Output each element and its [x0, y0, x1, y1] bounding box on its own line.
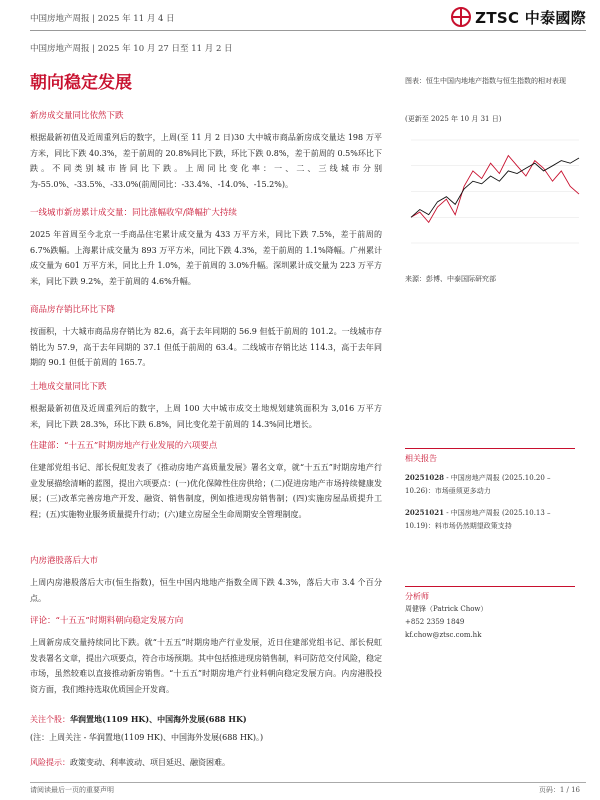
focus-value: 华润置地(1109 HK)、中国海外发展(688 HK) — [70, 714, 247, 724]
focus-stocks — [30, 712, 382, 745]
related-report-title: - 中国房地产周报 (2025.10.13 – 10.19)：料市场仍然期望政策支持 — [405, 509, 551, 530]
risk-warning — [30, 755, 382, 771]
chart-update-note: (更新至 2025 年 10 月 31 日) — [405, 115, 502, 123]
analyst-info — [405, 586, 575, 642]
related-title: 相关报告 — [405, 454, 437, 463]
section-body: 按面积，十大城市商品房存销比为 82.6，高于去年同期的 56.9 但低于前周的 101.2。一线城市存销比为 57.9，高于去年同期的 37.1 但低于前周的 63.4。二线城市存销比达 114.3，高于去年同期的 90.1 但低于前周的 165.7。 — [30, 327, 382, 368]
section-body: 根据最新初值及近周重列后的数字，上周 100 大中城市成交土地规划建筑面积为 3,016 万平方米，同比下跌 28.3%，环比下跌 6.8%，同比变化差于前周的 14.3%同比增长。 — [30, 404, 382, 429]
section-5 — [30, 440, 382, 522]
section-body: 住建部党组书记、部长倪虹发表了《推动房地产高质量发展》署名文章，就“十五五”时期房地产行业发展描绘清晰的蓝图，提出六项要点：(一)优化保障性住房供给；(二)促进房地产市场持续健康发展；(三)改革完善房地产开发、融资、销售制度，例如推进现房销售制；(四)实施房屋品质提升工程；(五)实施物业服务质量提升行动；(六)建立房屋全生命周期安全管理制度。 — [30, 463, 382, 519]
section-2 — [30, 207, 382, 289]
section-heading: 商品房存销比环比下降 — [30, 305, 116, 315]
section-heading: 住建部：“十五五”时期房地产行业发展的六项要点 — [30, 441, 218, 451]
section-4 — [30, 381, 382, 432]
chart-source: 来源：彭博、中泰国际研究部 — [405, 275, 496, 283]
analyst-title: 分析师 — [405, 592, 429, 601]
risk-label: 风险提示： — [30, 758, 70, 767]
analyst-phone: +852 2359 1849 — [405, 618, 465, 626]
section-heading: 评论：“十五五”时期料朝向稳定发展方向 — [30, 616, 184, 626]
related-report-title: - 中国房地产周报 (2025.10.20 – 10.26)：市场亟须更多动力 — [405, 474, 551, 495]
section-body: 上周内房港股落后大市(恒生指数)，恒生中国内地地产指数全周下跌 4.3%，落后大市 3.4 个百分点。 — [30, 578, 382, 603]
analyst-email[interactable]: kf.chow@ztsc.com.hk — [405, 631, 482, 639]
chart-background — [405, 130, 585, 255]
section-6 — [30, 555, 382, 606]
section-heading: 土地成交量同比下跌 — [30, 382, 107, 392]
footer-divider — [30, 782, 586, 783]
section-heading: 一线城市新房累计成交量：同比涨幅收窄/降幅扩大持续 — [30, 208, 237, 218]
focus-label: 关注个股： — [30, 715, 70, 724]
page-number: 页码：1 / 16 — [538, 786, 580, 794]
section-heading: 内房港股落后大市 — [30, 556, 99, 566]
related-report-item[interactable] — [405, 506, 575, 533]
section-heading: 新房成交量同比依然下跌 — [30, 111, 124, 121]
section-3 — [30, 304, 382, 371]
report-header-date: 中国房地产周报 | 2025 年 11 月 4 日 — [30, 14, 175, 24]
section-body: 上周新房成交量持续同比下跌。就“十五五”时期房地产行业发展，近日住建部党组书记、部长倪虹发表署名文章，提出六项要点，符合市场预期。其中包括推进现房销售制，料可防范交付风险，稳定市场，虽然较难以直接推动新房销售。“十五五”时期房地产行业料朝向稳定发展方向。内房港股投资方面，我们维持选取优质国企开发商。 — [30, 638, 382, 694]
report-period: 中国房地产周报 | 2025 年 10 月 27 日至 11 月 2 日 — [30, 44, 233, 54]
chart-caption: 图表：恒生中国内地地产指数与恒生指数的相对表现 — [405, 77, 566, 85]
section-7 — [30, 615, 382, 697]
footer-disclaimer[interactable]: 请阅读最后一页的重要声明 — [30, 786, 114, 794]
related-report-date: 20251021 — [405, 508, 444, 517]
relative-performance-chart — [405, 130, 585, 255]
related-report-item[interactable] — [405, 471, 575, 498]
header-divider — [30, 30, 586, 31]
focus-note: (注：上周关注 - 华润置地(1109 HK)、中国海外发展(688 HK)。) — [30, 732, 264, 742]
logo-text: ZTSC 中泰國際 — [475, 8, 586, 27]
ztsc-logo-icon — [451, 7, 471, 27]
section-body: 根据最新初值及近周重列后的数字，上周(至 11 月 2 日)30 大中城市商品新房成交量达 198 万平方米，同比下跌 40.3%，差于前周的 20.8%同比下跌，环比下跌 0.8%，差于前周的 0.5%环比下跌。不同类别城市皆同比下跌。上周同比变化率：一、二、三线城市分别为-55.0%、-33.5%、-33.0%(前周同比：-33.4%、-14.0%、-15.2%)。 — [30, 133, 382, 189]
page-title: 朝向稳定发展 — [30, 73, 132, 93]
risk-value: 政策变动、利率波动、项目延迟、融资困难。 — [70, 758, 230, 767]
ztsc-logo — [451, 6, 586, 28]
section-body: 2025 年首周至今北京一手商品住宅累计成交量为 433 万平方米，同比下跌 7.5%，差于前周的 6.7%跌幅。上海累计成交量为 893 万平方米，同比下跌 4.3%，差于前周的 1.1%降幅。广州累计成交量为 601 万平方米，同比上升 1.0%，差于前周的 3.0%升幅。深圳累计成交量为 223 万平方米，同比下跌 9.2%，差于前周的 4.6%升幅。 — [30, 230, 382, 286]
related-report-date: 20251028 — [405, 473, 444, 482]
analyst-name: 周健锋（Patrick Chow） — [405, 605, 488, 613]
section-1 — [30, 110, 382, 192]
related-reports — [405, 448, 575, 533]
